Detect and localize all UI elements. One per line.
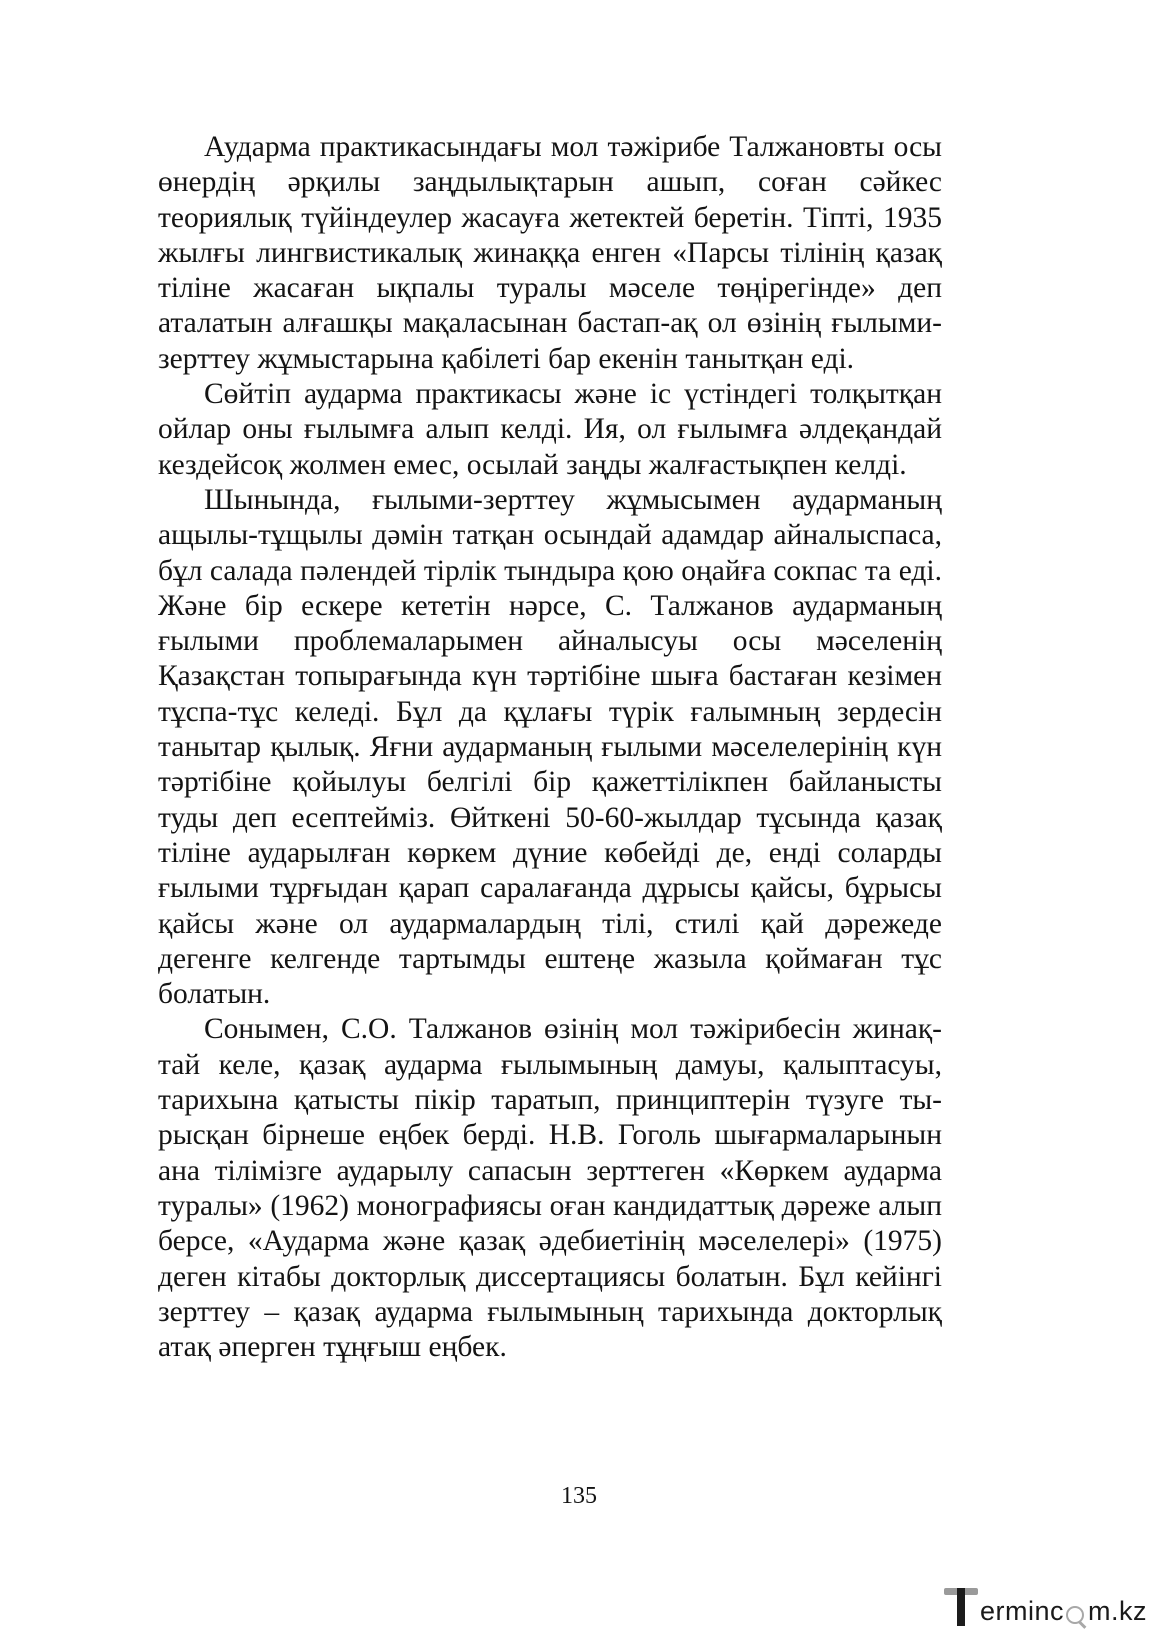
watermark-suffix: m.kz	[1088, 1596, 1148, 1626]
watermark-logo	[944, 1580, 1150, 1628]
paragraph-2: Сөйтіп аударма практикасы және іс үстіндегі толқытқан ойлар оны ғылымға алып келді. Ия, ол ғылымға әлдеқандай кездейсоқ жолмен емес, осылай заңды жалғастықпен келді.	[158, 378, 942, 481]
watermark-mid: c	[1050, 1596, 1065, 1626]
page-number: 135	[561, 1483, 597, 1509]
watermark-text	[980, 1594, 1147, 1628]
logo-t-icon	[944, 1582, 978, 1628]
watermark-prefix: ermin	[980, 1596, 1051, 1626]
paragraph-4: Сонымен, С.О. Талжанов өзінің мол тәжірибесін жинақтай келе, қазақ аударма ғылымының дамуы, қалыптасуы, тарихына қатысты пікір таратып, принциптерін түзуге тырысқан бірнеше еңбек берді. Н.В. Гоголь шығармаларынын ана тілімізге аударылу сапасын зерттеген «Көркем аударма туралы» (1962) монографиясы оған кандидаттық дәреже алып берсе, «Аударма және қазақ әдебиетінің мәселелері» (1975) деген кітабы докторлық диссертациясы болатын. Бұл кейінгі зерттеу – қазақ аударма ғылымының тарихында докторлық атақ әперген тұңғыш еңбек.	[158, 1013, 942, 1364]
paragraph-1: Аударма практикасындағы мол тәжірибе Талжановты осы өнердің әрқилы заңдылықтарын ашып, соған сәйкес теориялық түйіндеулер жасауға жетектей беретін. Тіпті, 1935 жылғы лингвистикалық жинаққа енген «Парсы тілінің қазақ тіліне жасаған ықпалы туралы мәселе төңірегінде» деп аталатын алғашқы мақаласынан бастап-ақ ол өзінің ғылыми-зерттеу жұмыстарына қабілеті бар екенін танытқан еді.	[158, 131, 942, 375]
body-text	[158, 130, 942, 1365]
search-icon	[1064, 1598, 1088, 1628]
paragraph-3: Шынында, ғылыми-зерттеу жұмысымен аударманың ащылы-тұщылы дәмін татқан осындай адамдар айналыспаса, бұл салада пәлендей тірлік тындыра қою оңайға сокпас та еді. Және бір ескере кететін нәрсе, С. Талжанов аударманың ғылыми проблемаларымен айналысуы осы мәселенің Қазақстан топырағында күн тәртібіне шыға бастаған кезімен тұспа-тұс келеді. Бұл да құлағы түрік ғалымның зердесін танытар қылық. Яғни аударманың ғылыми мәселелерінің күн тәртібіне қойылуы белгілі бір қажеттілікпен байланысты туды деп есептейміз. Өйткені 50-60-жылдар тұсында қазақ тіліне аударылған көркем дүние көбейді де, енді соларды ғылыми тұрғыдан қарап саралағанда дұрысы қайсы, бұрысы қайсы және ол аудармалардың тілі, стилі қай дәрежеде дегенге келгенде тартымды ештеңе жазыла қоймаған тұс болатын.	[158, 483, 942, 1011]
